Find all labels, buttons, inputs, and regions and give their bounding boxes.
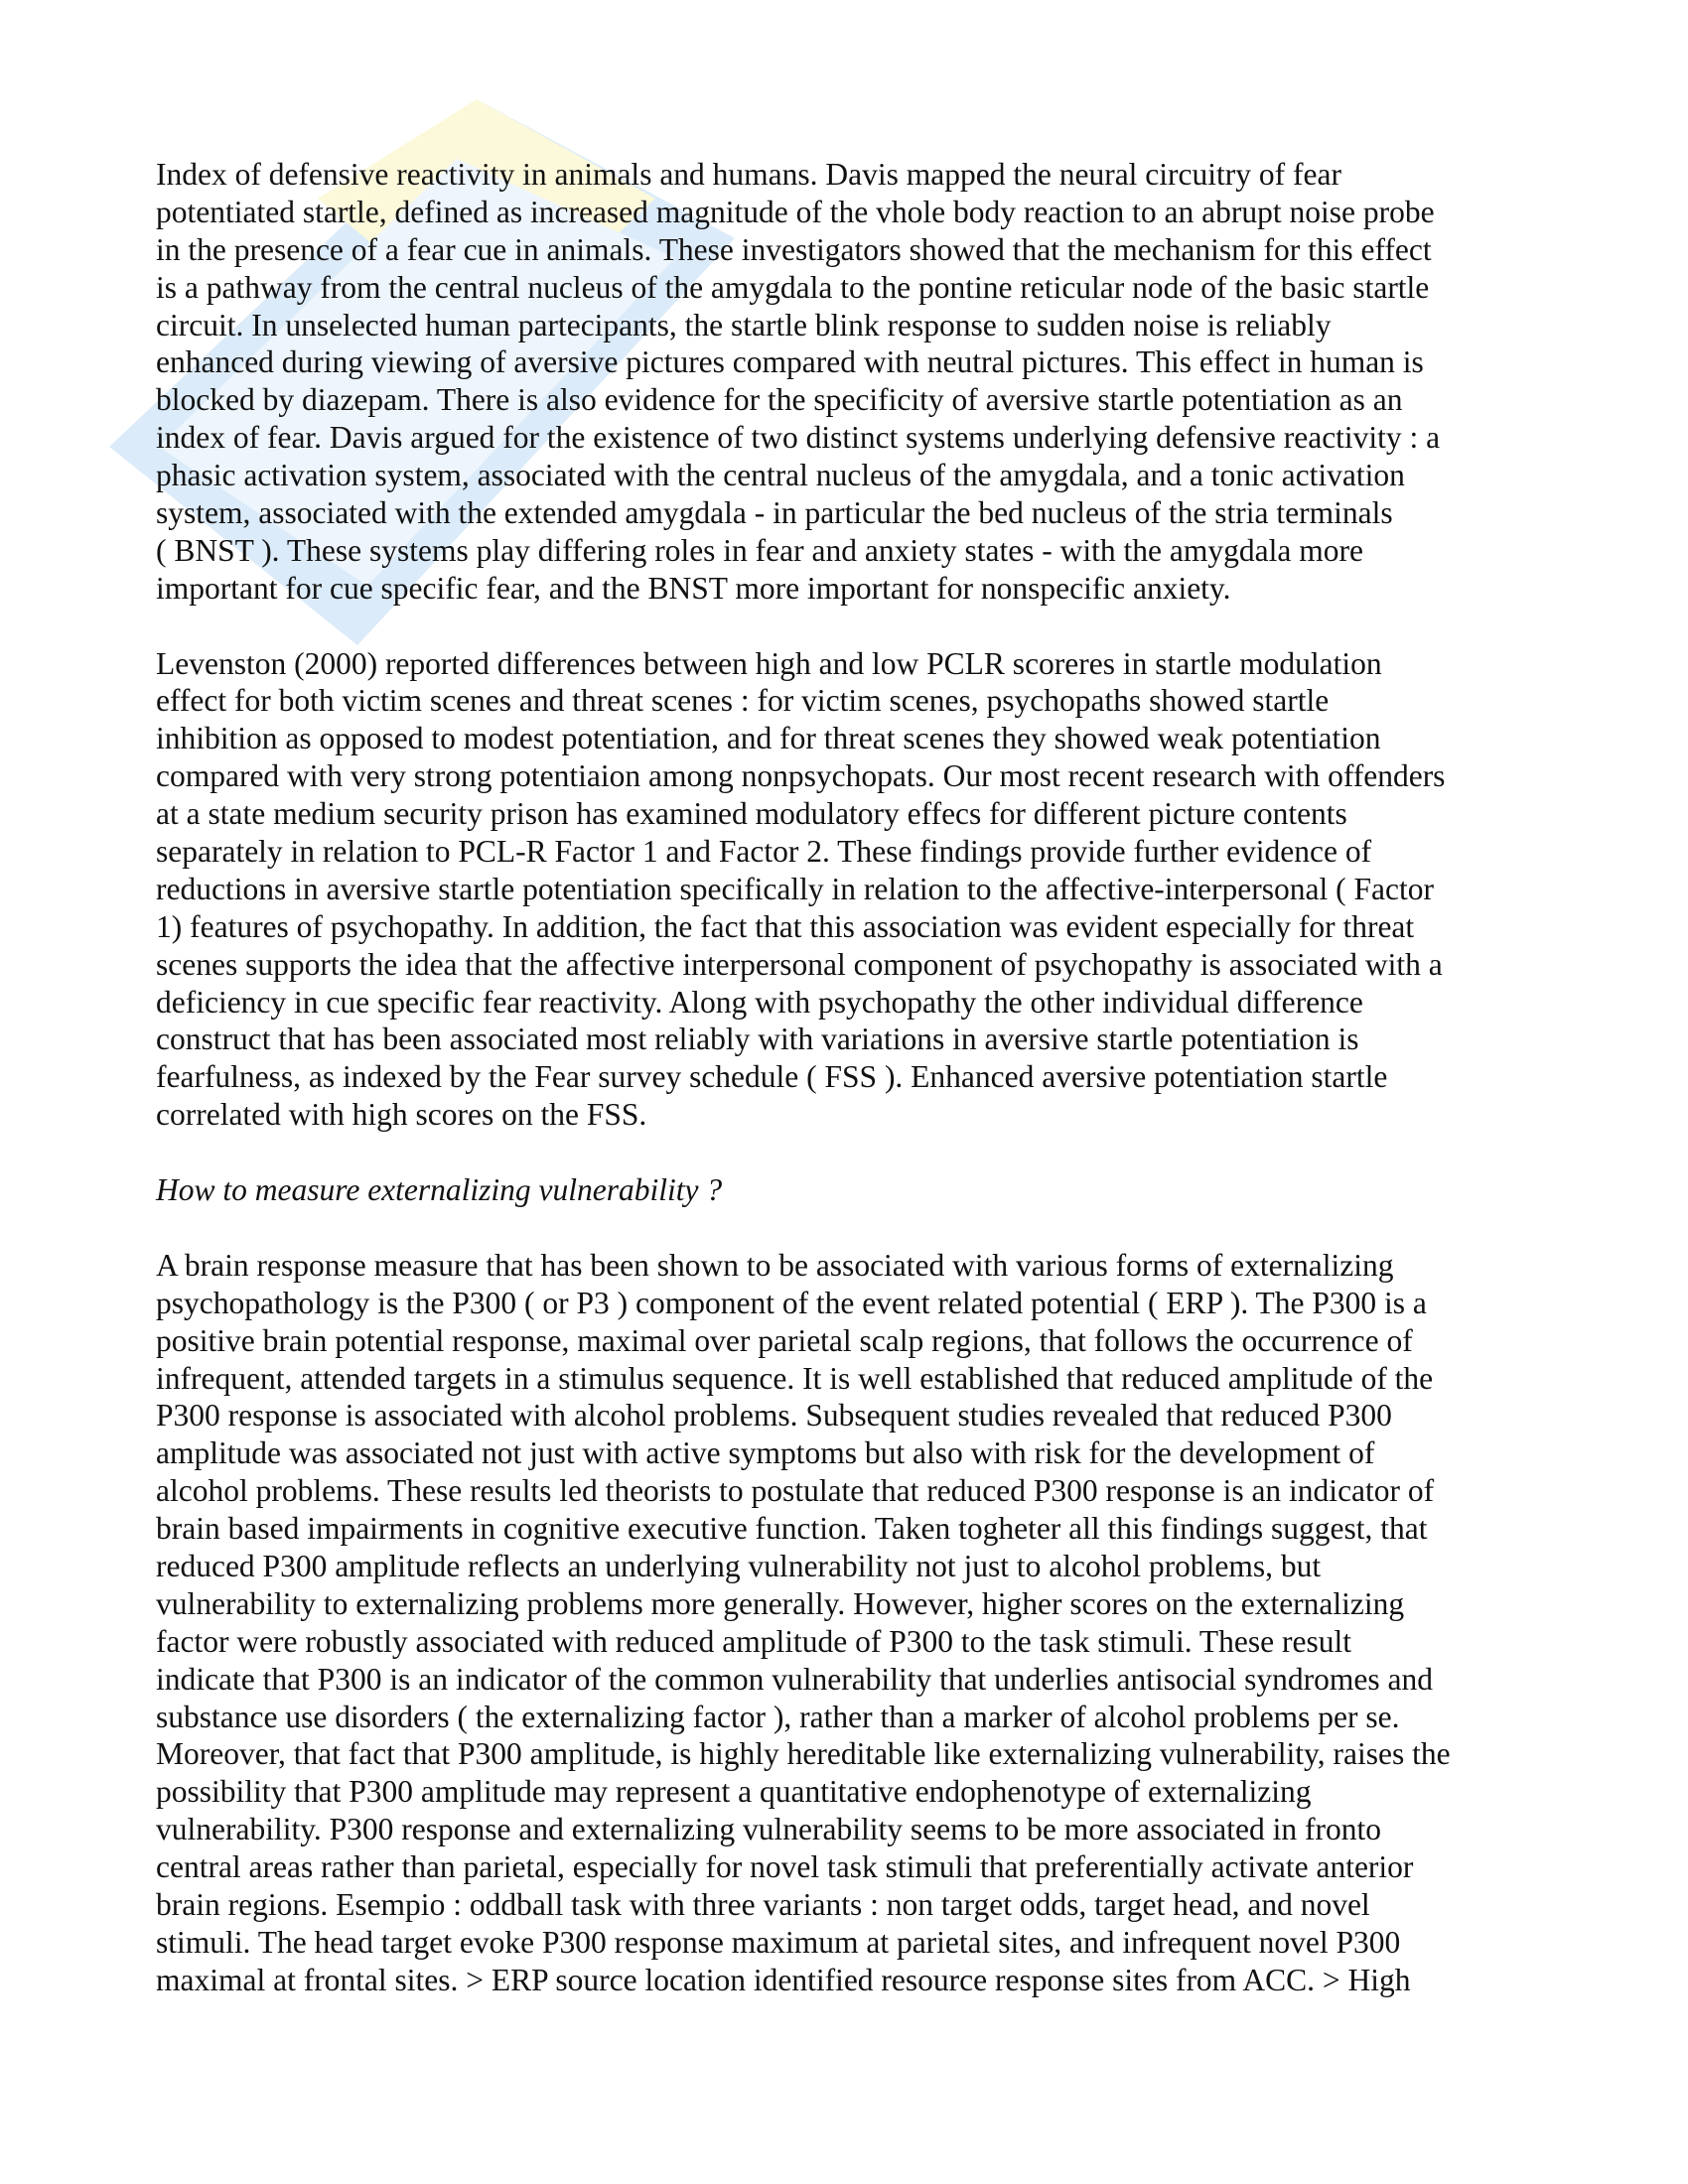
text-line: scenes supports the idea that the affective interpersonal component of psychopathy is associated with a xyxy=(156,946,1443,982)
text-line: deficiency in cue specific fear reactivity. Along with psychopathy the other individual difference xyxy=(156,984,1363,1020)
text-line: at a state medium security prison has examined modulatory effecs for different picture contents xyxy=(156,796,1347,832)
text-line: index of fear. Davis argued for the existence of two distinct systems underlying defensive reactivity : a xyxy=(156,420,1441,456)
text-line: 1) features of psychopathy. In addition, the fact that this association was evident especially for threat xyxy=(156,908,1415,944)
text-line: important for cue specific fear, and the BNST more important for nonspecific anxiety. xyxy=(156,570,1231,606)
text-line: vulnerability to externalizing problems more generally. However, higher scores on the externalizing xyxy=(156,1585,1405,1621)
text-line: circuit. In unselected human partecipants, the startle blink response to sudden noise is reliably xyxy=(156,307,1332,342)
text-line: reduced P300 amplitude reflects an underlying vulnerability not just to alcohol problems, but xyxy=(156,1548,1322,1583)
paragraph-p300 xyxy=(156,1247,1546,1999)
text-line: Levenston (2000) reported differences between high and low PCLR scoreres in startle modulation xyxy=(156,645,1382,681)
text-line: ( BNST ). These systems play differing roles in fear and anxiety states - with the amygdala more xyxy=(156,532,1363,568)
text-line: possibility that P300 amplitude may represent a quantitative endophenotype of externalizing xyxy=(156,1774,1312,1810)
text-line: central areas rather than parietal, especially for novel task stimuli that preferentially activate anterior xyxy=(156,1849,1414,1885)
document-page xyxy=(156,156,1546,1999)
text-line: potentiated startle, defined as increased magnitude of the vhole body reaction to an abrupt noise probe xyxy=(156,194,1435,229)
text-line: enhanced during viewing of aversive pictures compared with neutral pictures. This effect in human is xyxy=(156,344,1424,380)
text-line: fearfulness, as indexed by the Fear survey schedule ( FSS ). Enhanced aversive potentiation startle xyxy=(156,1059,1388,1095)
text-line: is a pathway from the central nucleus of the amygdala to the pontine reticular node of the basic startle xyxy=(156,269,1430,305)
text-line: brain regions. Esempio : oddball task with three variants : non target odds, target head, and novel xyxy=(156,1886,1370,1922)
text-line: psychopathology is the P300 ( or P3 ) component of the event related potential ( ERP ). The P300 is a xyxy=(156,1285,1427,1320)
paragraph-levenston xyxy=(156,645,1546,1135)
text-line: phasic activation system, associated with the central nucleus of the amygdala, and a tonic activation xyxy=(156,458,1405,493)
text-line: separately in relation to PCL-R Factor 1 and Factor 2. These findings provide further evidence of xyxy=(156,834,1372,870)
paragraph-defensive-reactivity xyxy=(156,156,1546,608)
text-line: maximal at frontal sites. > ERP source location identified resource response sites from ACC. > High xyxy=(156,1962,1411,1997)
text-line: infrequent, attended targets in a stimulus sequence. It is well established that reduced amplitude of the xyxy=(156,1360,1434,1396)
text-line: construct that has been associated most reliably with variations in aversive startle potentiation is xyxy=(156,1022,1359,1057)
text-line: Index of defensive reactivity in animals and humans. Davis mapped the neural circuitry of fear xyxy=(156,157,1341,192)
text-line: substance use disorders ( the externalizing factor ), rather than a marker of alcohol problems per se. xyxy=(156,1699,1400,1734)
section-heading: How to measure externalizing vulnerability ? xyxy=(156,1172,723,1208)
text-line: alcohol problems. These results led theorists to postulate that reduced P300 response is an indicator of xyxy=(156,1473,1435,1509)
text-line: in the presence of a fear cue in animals. These investigators showed that the mechanism for this effect xyxy=(156,231,1432,267)
text-line: Moreover, that fact that P300 amplitude, is highly hereditable like externalizing vulnerability, raises the xyxy=(156,1736,1451,1772)
text-line: positive brain potential response, maximal over parietal scalp regions, that follows the occurrence of xyxy=(156,1322,1413,1358)
text-line: amplitude was associated not just with active symptoms but also with risk for the development of xyxy=(156,1435,1375,1471)
text-line: blocked by diazepam. There is also evidence for the specificity of aversive startle potentiation as an xyxy=(156,382,1403,418)
text-line: brain based impairments in cognitive executive function. Taken togheter all this findings suggest, that xyxy=(156,1511,1428,1547)
text-line: vulnerability. P300 response and externalizing vulnerability seems to be more associated in fronto xyxy=(156,1812,1382,1847)
text-line: A brain response measure that has been shown to be associated with various forms of externalizing xyxy=(156,1247,1394,1283)
text-line: indicate that P300 is an indicator of the common vulnerability that underlies antisocial syndromes and xyxy=(156,1661,1433,1697)
text-line: P300 response is associated with alcohol problems. Subsequent studies revealed that reduced P300 xyxy=(156,1398,1392,1433)
text-line: factor were robustly associated with reduced amplitude of P300 to the task stimuli. These result xyxy=(156,1623,1351,1659)
text-line: system, associated with the extended amygdala - in particular the bed nucleus of the stria terminals xyxy=(156,495,1393,531)
text-line: inhibition as opposed to modest potentiation, and for threat scenes they showed weak potentiation xyxy=(156,721,1381,756)
text-line: compared with very strong potentiaion among nonpsychopats. Our most recent research with offenders xyxy=(156,758,1446,794)
text-line: correlated with high scores on the FSS. xyxy=(156,1097,647,1133)
text-line: stimuli. The head target evoke P300 response maximum at parietal sites, and infrequent novel P300 xyxy=(156,1924,1401,1960)
text-line: reductions in aversive startle potentiation specifically in relation to the affective-interpersonal ( Factor xyxy=(156,871,1434,906)
text-line: effect for both victim scenes and threat scenes : for victim scenes, psychopaths showed startle xyxy=(156,683,1330,719)
